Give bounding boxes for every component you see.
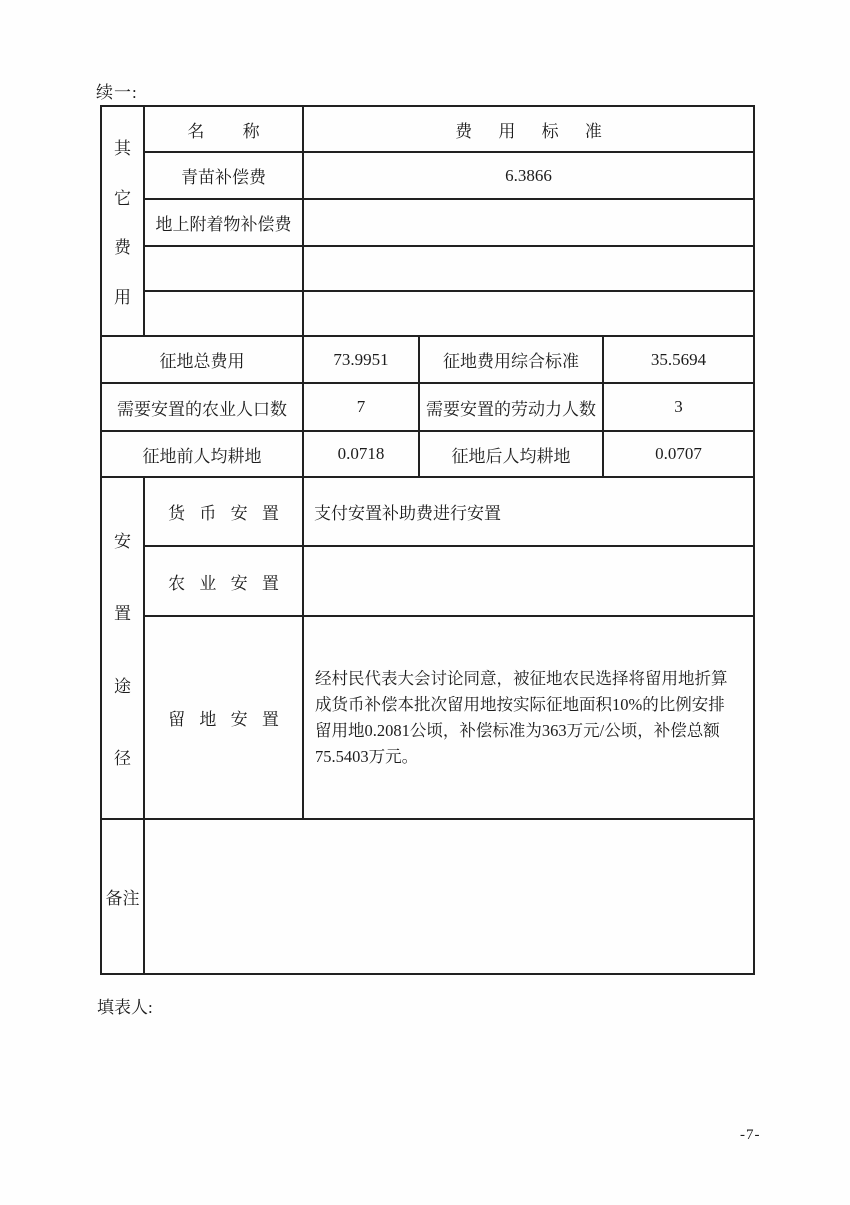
table-row xyxy=(101,383,754,431)
fee-value-cell xyxy=(303,199,754,246)
table-row xyxy=(101,431,754,477)
table-row xyxy=(101,546,754,616)
fee-name-cell xyxy=(144,246,303,291)
resettlement-type-cell: 货 币 安 置 xyxy=(144,477,303,546)
summary-label-cell: 征地费用综合标准 xyxy=(419,336,603,383)
fee-name-cell: 青苗补偿费 xyxy=(144,152,303,199)
continuation-label: 续一: xyxy=(96,83,138,102)
summary-value-cell: 3 xyxy=(603,383,754,431)
summary-label-cell: 征地后人均耕地 xyxy=(419,431,603,477)
fee-value-cell xyxy=(303,291,754,336)
table-row xyxy=(101,819,754,974)
resettlement-content-cell: 支付安置补助费进行安置 xyxy=(303,477,754,546)
table-row xyxy=(101,616,754,819)
remarks-content-cell xyxy=(144,819,754,974)
table-row xyxy=(101,106,754,152)
table-row xyxy=(101,336,754,383)
fee-standard-column-header: 费 用 标 准 xyxy=(303,106,754,152)
resettlement-row-header xyxy=(101,477,144,819)
summary-value-cell: 35.5694 xyxy=(603,336,754,383)
table-row xyxy=(101,477,754,546)
fee-value-cell: 6.3866 xyxy=(303,152,754,199)
resettlement-type-cell: 留 地 安 置 xyxy=(144,616,303,819)
summary-value-cell: 0.0707 xyxy=(603,431,754,477)
other-fees-vertical-label: 其 它 费 用 xyxy=(114,138,131,308)
summary-value-cell: 0.0718 xyxy=(303,431,419,477)
summary-value-cell: 73.9951 xyxy=(303,336,419,383)
remarks-label: 备注 xyxy=(101,819,144,974)
land-compensation-table xyxy=(100,105,755,975)
table-row xyxy=(101,152,754,199)
table-row xyxy=(101,199,754,246)
form-filler-label: 填表人: xyxy=(97,998,153,1017)
fee-value-cell xyxy=(303,246,754,291)
summary-label-cell: 需要安置的农业人口数 xyxy=(101,383,303,431)
resettlement-content-cell xyxy=(303,546,754,616)
page-number: -7- xyxy=(740,1127,761,1143)
name-column-header: 名 称 xyxy=(144,106,303,152)
fee-name-cell xyxy=(144,291,303,336)
table-row xyxy=(101,246,754,291)
resettlement-type-cell: 农 业 安 置 xyxy=(144,546,303,616)
summary-value-cell: 7 xyxy=(303,383,419,431)
fee-name-cell: 地上附着物补偿费 xyxy=(144,199,303,246)
summary-label-cell: 征地总费用 xyxy=(101,336,303,383)
summary-label-cell: 需要安置的劳动力人数 xyxy=(419,383,603,431)
summary-label-cell: 征地前人均耕地 xyxy=(101,431,303,477)
table-row xyxy=(101,291,754,336)
resettlement-content-cell: 经村民代表大会讨论同意，被征地农民选择将留用地折算成货币补偿本批次留用地按实际征地面积10%的比例安排留用地0.2081公顷，补偿标准为363万元/公顷，补偿总额75.5403万元。 xyxy=(303,616,754,819)
resettlement-vertical-label: 安 置 途 径 xyxy=(114,532,131,768)
other-fees-row-header xyxy=(101,106,144,336)
